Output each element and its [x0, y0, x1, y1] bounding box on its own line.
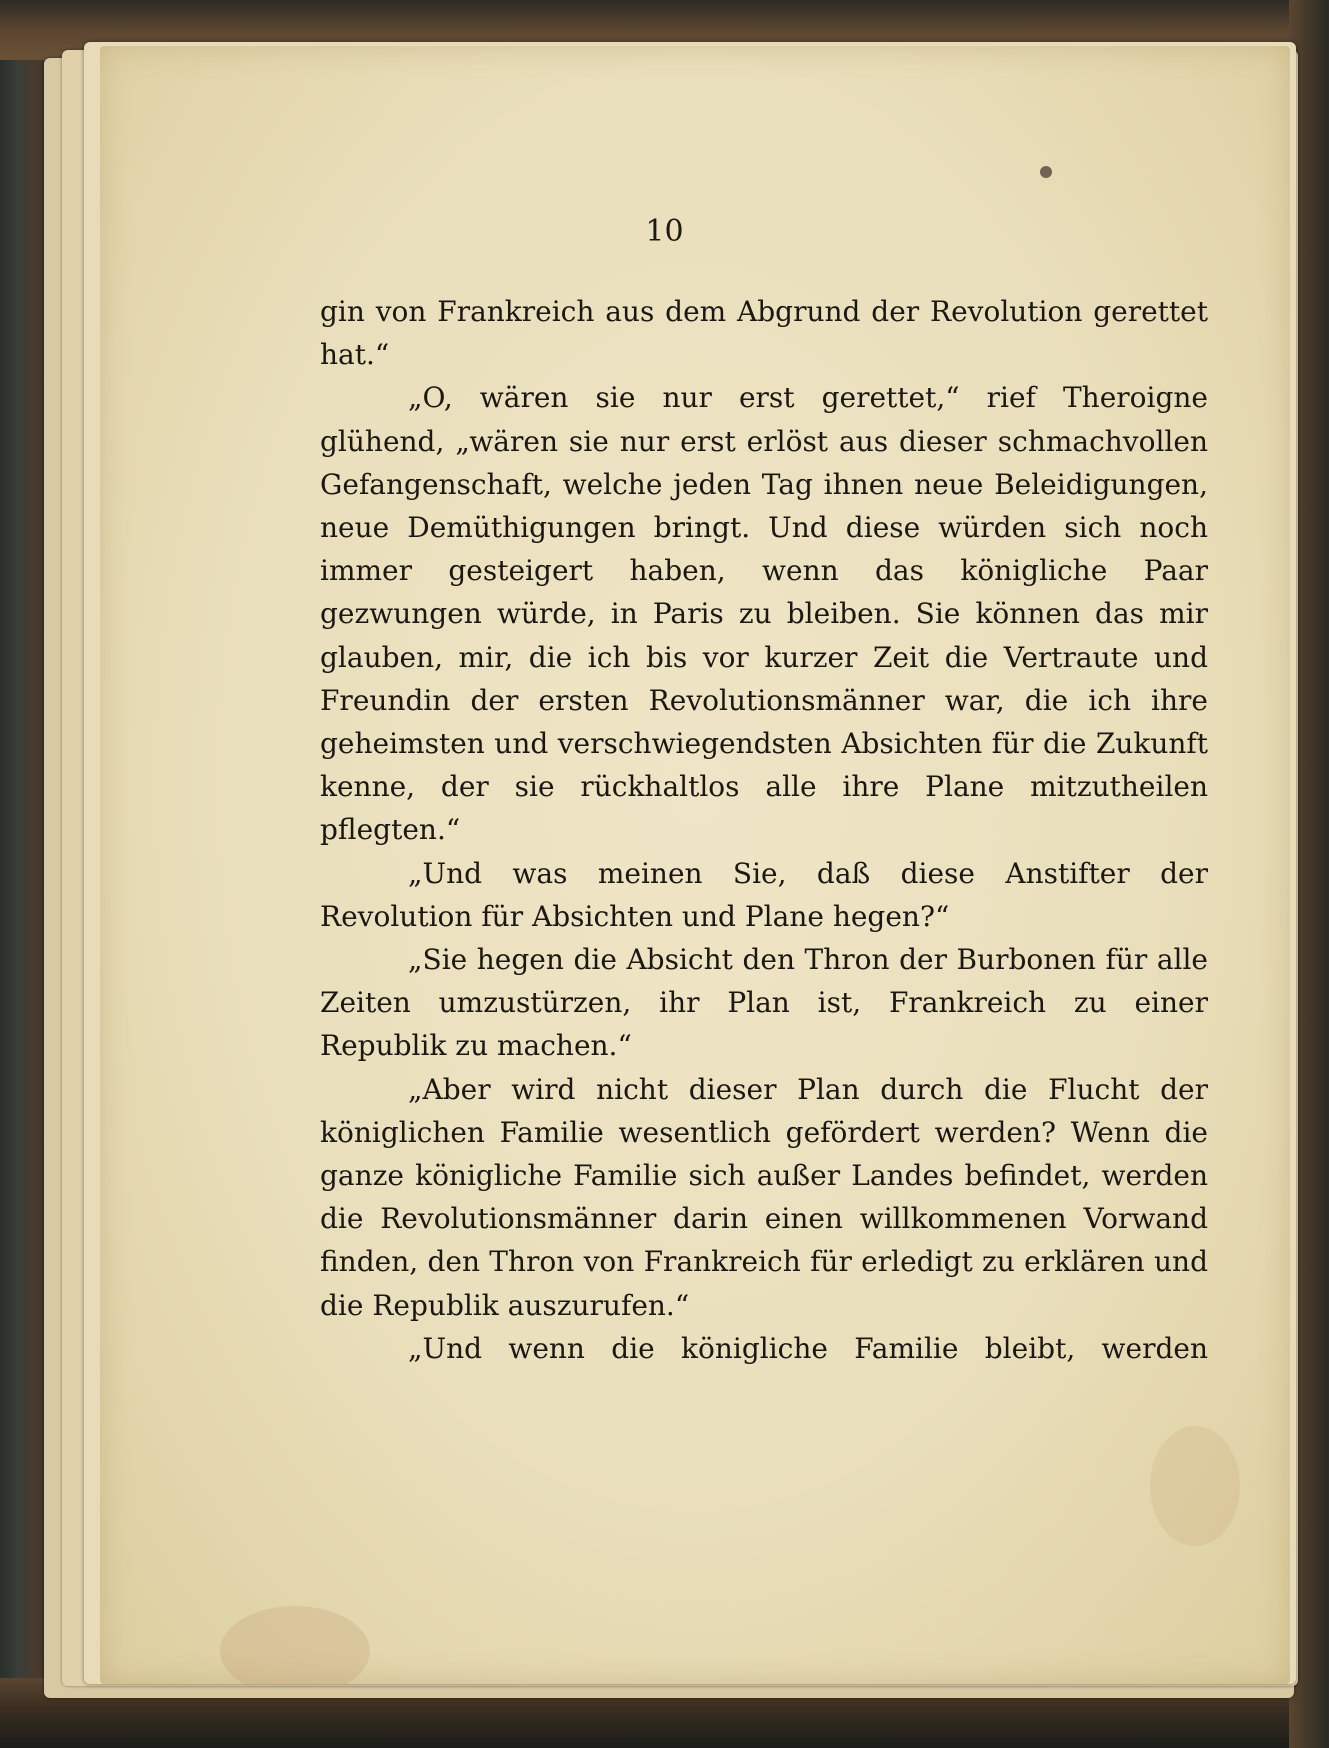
page-number: 10	[645, 214, 684, 249]
ink-spot	[1040, 166, 1052, 178]
paragraph: „Und was meinen Sie, daß diese Anstifter der Revolution für Absichten und Plane hegen?“	[320, 856, 1208, 933]
paragraph: „Aber wird nicht dieser Plan durch die Flucht der königlichen Familie wesentlich gefördert werden? Wenn die ganze königliche Familie sich außer Landes befindet, werden die Revolutionsmänner darin einen willkommenen Vorwand finden, den Thron von Frankreich für erledigt zu erklären und die Republik auszurufen.“	[320, 1072, 1208, 1322]
paragraph: „Sie hegen die Absicht den Thron der Burbonen für alle Zeiten umzustürzen, ihr Plan ist, Frankreich zu einer Republik zu machen.“	[320, 943, 1208, 1063]
paragraph: gin von Frankreich aus dem Abgrund der Revolution gerettet hat.“	[320, 295, 1208, 372]
paragraph: „O, wären sie nur erst gerettet,“ rief Theroigne glühend, „wären sie nur erst erlöst aus dieser schmachvollen Gefangenschaft, welche jeden Tag ihnen neue Beleidigungen, neue Demüthigungen bringt. Und diese würden sich noch immer gesteigert haben, wenn das königliche Paar gezwungen würde, in Paris zu bleiben. Sie können das mir glauben, mir, die ich bis vor kurzer Zeit die Vertraute und Freundin der ersten Revolutionsmänner war, die ich ihre geheimsten und verschwiegendsten Absichten für die Zukunft kenne, der sie rückhaltlos alle ihre Plane mitzutheilen pflegten.“	[320, 381, 1208, 847]
paper-stain	[1150, 1426, 1240, 1546]
body-text	[320, 290, 1208, 1370]
paragraph: „Und wenn die königliche Familie bleibt, werden	[408, 1331, 1208, 1365]
paper-stain	[220, 1606, 370, 1684]
